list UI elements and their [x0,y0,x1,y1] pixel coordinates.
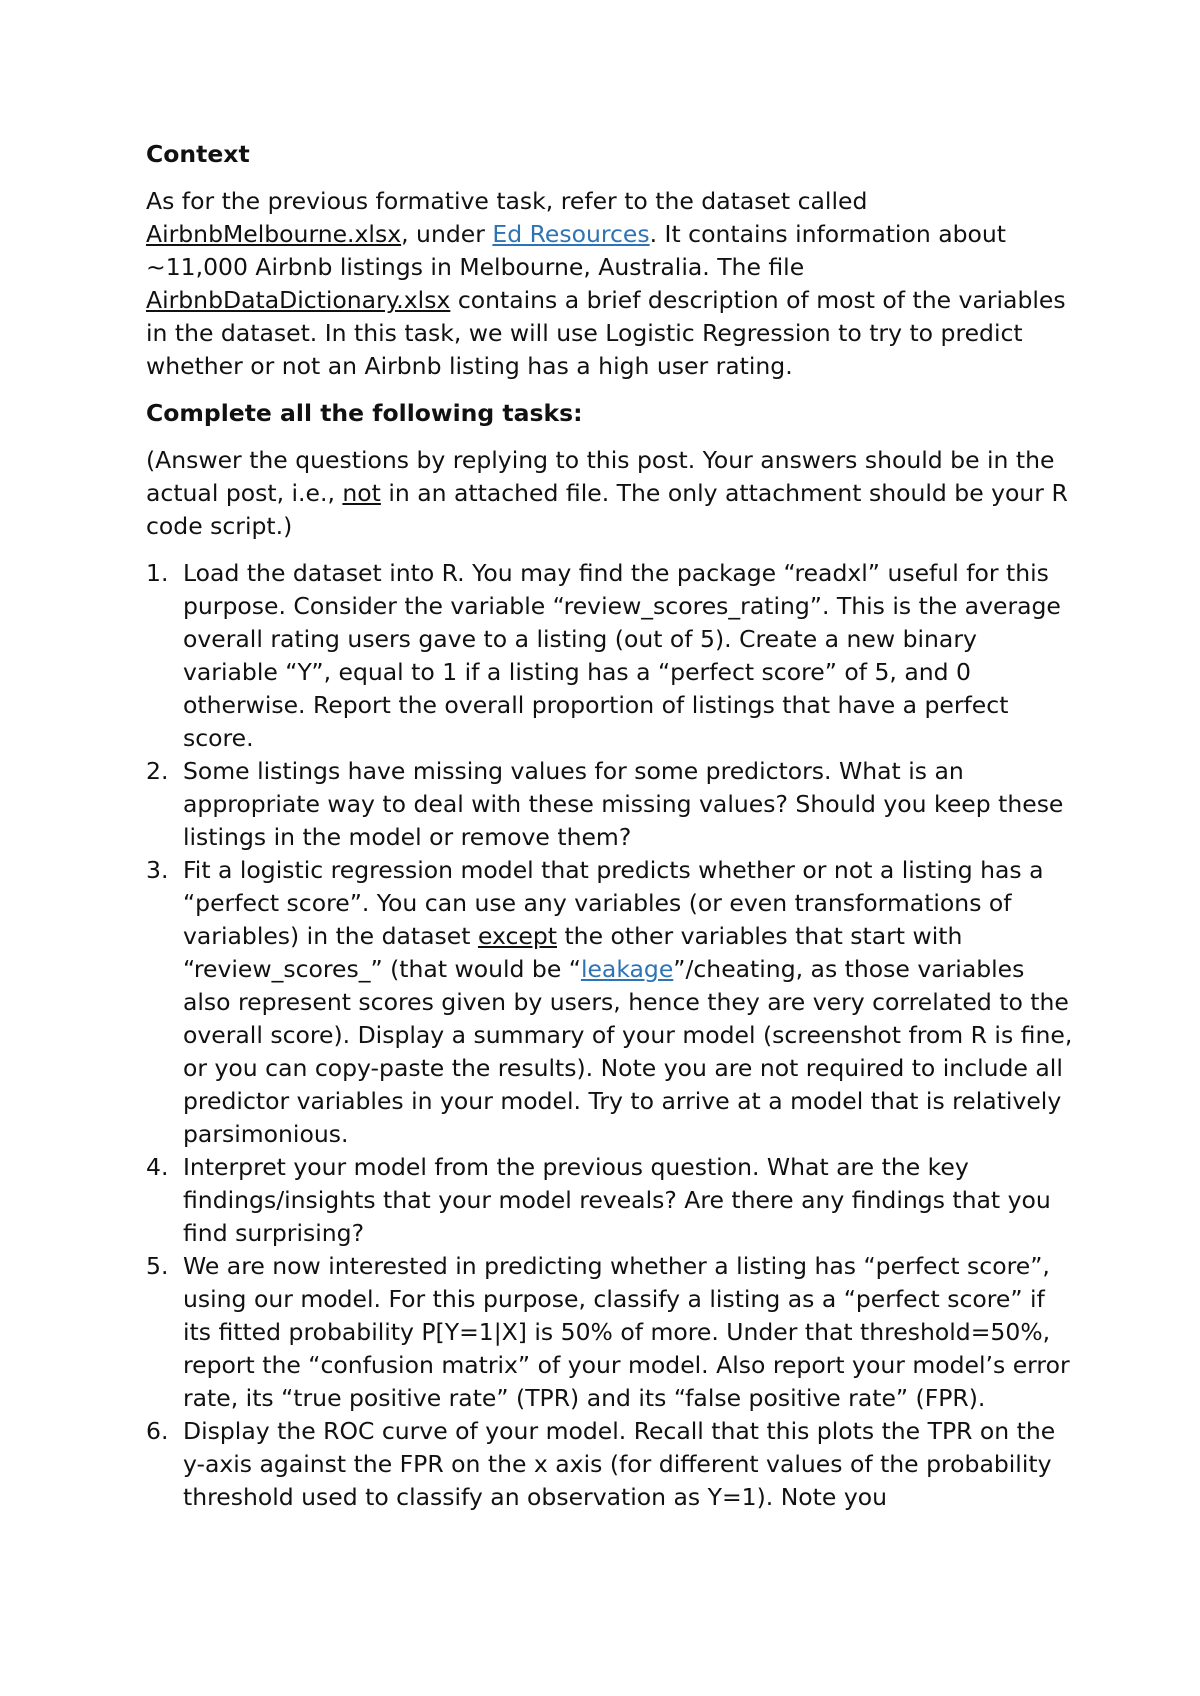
task-number: 4. [146,1153,169,1181]
task-text: Some listings have missing values for some predictors. What is an appropriate way to deal with these missing values? Should you keep these listings in the model or remove them? [183,757,1064,851]
task-item-4 [146,1151,1076,1250]
task-text-part-b: the other variables that start with “review_scores_” (that would be “ [183,922,963,983]
task-number: 1. [146,559,169,587]
task-text: Load the dataset into R. You may find the package “readxl” useful for this purpose. Consider the variable “review_scores_rating”. This is the average overall rating users gave to a listing (out of 5). Create a new binary variable “Y”, equal to 1 if a listing has a “perfect score” of 5, and 0 otherwise. Report the overall proportion of listings that have a perfect score. [183,559,1061,752]
task-text-part-c: ”/cheating, as those variables also represent scores given by users, hence they are very correlated to the overall score). Display a summary of your model (screenshot from R is fine, or you can copy-paste the results). Note you are not required to include all predictor variables in your model. Try to arrive at a model that is relatively parsimonious. [183,955,1073,1148]
task-list [146,557,1076,1514]
context-paragraph [146,185,1076,383]
instructions-not-emphasis: not [342,479,381,507]
task-text-part-a: Fit a logistic regression model that predicts whether or not a listing has a “perfect score”. You can use any variables (or even transformations of variables) in the dataset [183,856,1044,950]
context-heading: Context [146,140,250,168]
task-item-6 [146,1415,1076,1514]
context-text-1: As for the previous formative task, refer to the dataset called [146,187,868,215]
task-item-1 [146,557,1076,755]
context-text-2: , under [401,220,493,248]
instructions-text-2: in an attached file. The only attachment should be your R code script.) [146,479,1068,540]
task-text: Interpret your model from the previous question. What are the key findings/insights that your model reveals? Are there any findings that you find surprising? [183,1153,1051,1247]
except-emphasis: except [477,922,557,950]
task-number: 2. [146,757,169,785]
task-number: 3. [146,856,169,884]
context-text-4: contains a brief description of most of the variables in the dataset. In this task, we will use Logistic Regression to try to predict whether or not an Airbnb listing has a high user rating. [146,286,1066,380]
task-item-2 [146,755,1076,854]
context-text-3: . It contains information about ~11,000 Airbnb listings in Melbourne, Australia. The file [146,220,1007,281]
task-item-5 [146,1250,1076,1415]
task-number: 5. [146,1252,169,1280]
instructions-note [146,444,1076,543]
task-text: Display the ROC curve of your model. Recall that this plots the TPR on the y-axis against the FPR on the x axis (for different values of the probability threshold used to classify an observation as Y=1). Note you [183,1417,1056,1511]
ed-resources-link[interactable]: Ed Resources [492,220,650,248]
task-text: We are now interested in predicting whether a listing has “perfect score”, using our model. For this purpose, classify a listing as a “perfect score” if its fitted probability P[Y=1|X] is 50% of more. Under that threshold=50%, report the “confusion matrix” of your model. Also report your model’s error rate, its “true positive rate” (TPR) and its “false positive rate” (FPR). [183,1252,1070,1412]
tasks-heading: Complete all the following tasks: [146,399,583,427]
task-item-3 [146,854,1076,1151]
document-body [146,138,1076,1514]
data-dictionary-filename: AirbnbDataDictionary.xlsx [146,286,451,314]
instructions-text-1: (Answer the questions by replying to this post. Your answers should be in the actual post, i.e., [146,446,1055,507]
task-number: 6. [146,1417,169,1445]
leakage-link[interactable]: leakage [580,955,674,983]
dataset-filename: AirbnbMelbourne.xlsx [146,220,402,248]
